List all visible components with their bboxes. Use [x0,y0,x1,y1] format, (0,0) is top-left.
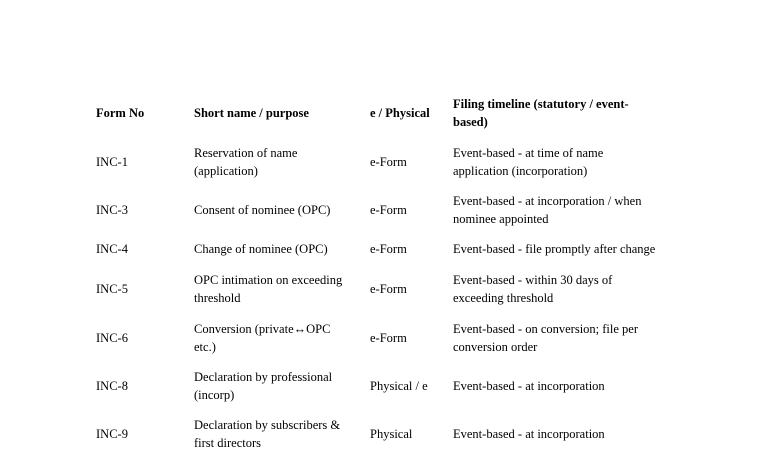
form-no-cell: INC-1 [96,155,128,169]
purpose-cell [194,271,368,307]
header-filing-timeline [453,95,699,131]
purpose-cell [194,416,368,452]
purpose-line: Change of nominee (OPC) [194,242,328,256]
mode-cell: e-Form [370,242,407,256]
purpose-line: Consent of nominee (OPC) [194,203,331,217]
purpose-line: (incorp) [194,388,235,402]
purpose-line: Reservation of name [194,146,298,160]
form-no-cell: INC-3 [96,203,128,217]
purpose-cell [194,320,368,356]
form-no-cell: INC-9 [96,427,128,441]
mode-cell: Physical [370,427,413,441]
timeline-line: conversion order [453,340,538,354]
timeline-line: application (incorporation) [453,164,588,178]
purpose-cell [194,368,368,404]
purpose-line: Declaration by professional [194,370,333,384]
purpose-cell [194,201,368,219]
purpose-line: (application) [194,164,258,178]
purpose-line: Declaration by subscribers & [194,418,341,432]
header-short-name: Short name / purpose [194,106,309,120]
header-filing-timeline-line: Filing timeline (statutory / event- [453,97,629,111]
timeline-line: Event-based - at incorporation [453,379,605,393]
mode-cell: Physical / e [370,379,428,393]
form-no-cell: INC-6 [96,331,128,345]
purpose-line: first directors [194,436,261,450]
purpose-line: etc.) [194,340,216,354]
purpose-line: OPC intimation on exceeding [194,273,343,287]
purpose-cell [194,144,368,180]
timeline-line: Event-based - within 30 days of [453,273,613,287]
timeline-cell [453,377,699,395]
timeline-cell [453,192,699,228]
purpose-cell [194,240,368,258]
mode-cell: e-Form [370,155,407,169]
timeline-cell [453,425,699,443]
timeline-line: exceeding threshold [453,291,554,305]
timeline-cell [453,144,699,180]
header-form-no: Form No [96,106,145,120]
form-no-cell: INC-5 [96,282,128,296]
header-mode: e / Physical [370,106,430,120]
form-no-cell: INC-8 [96,379,128,393]
timeline-line: Event-based - file promptly after change [453,242,656,256]
mode-cell: e-Form [370,203,407,217]
timeline-line: nominee appointed [453,212,549,226]
timeline-cell [453,320,699,356]
header-filing-timeline-line: based) [453,115,488,129]
mode-cell: e-Form [370,331,407,345]
mode-cell: e-Form [370,282,407,296]
purpose-line: Conversion (private↔OPC [194,322,331,336]
purpose-line: threshold [194,291,241,305]
timeline-line: Event-based - on conversion; file per [453,322,639,336]
timeline-line: Event-based - at incorporation / when [453,194,642,208]
timeline-line: Event-based - at incorporation [453,427,605,441]
form-no-cell: INC-4 [96,242,128,256]
timeline-cell [453,271,699,307]
timeline-line: Event-based - at time of name [453,146,604,160]
timeline-cell [453,240,699,258]
